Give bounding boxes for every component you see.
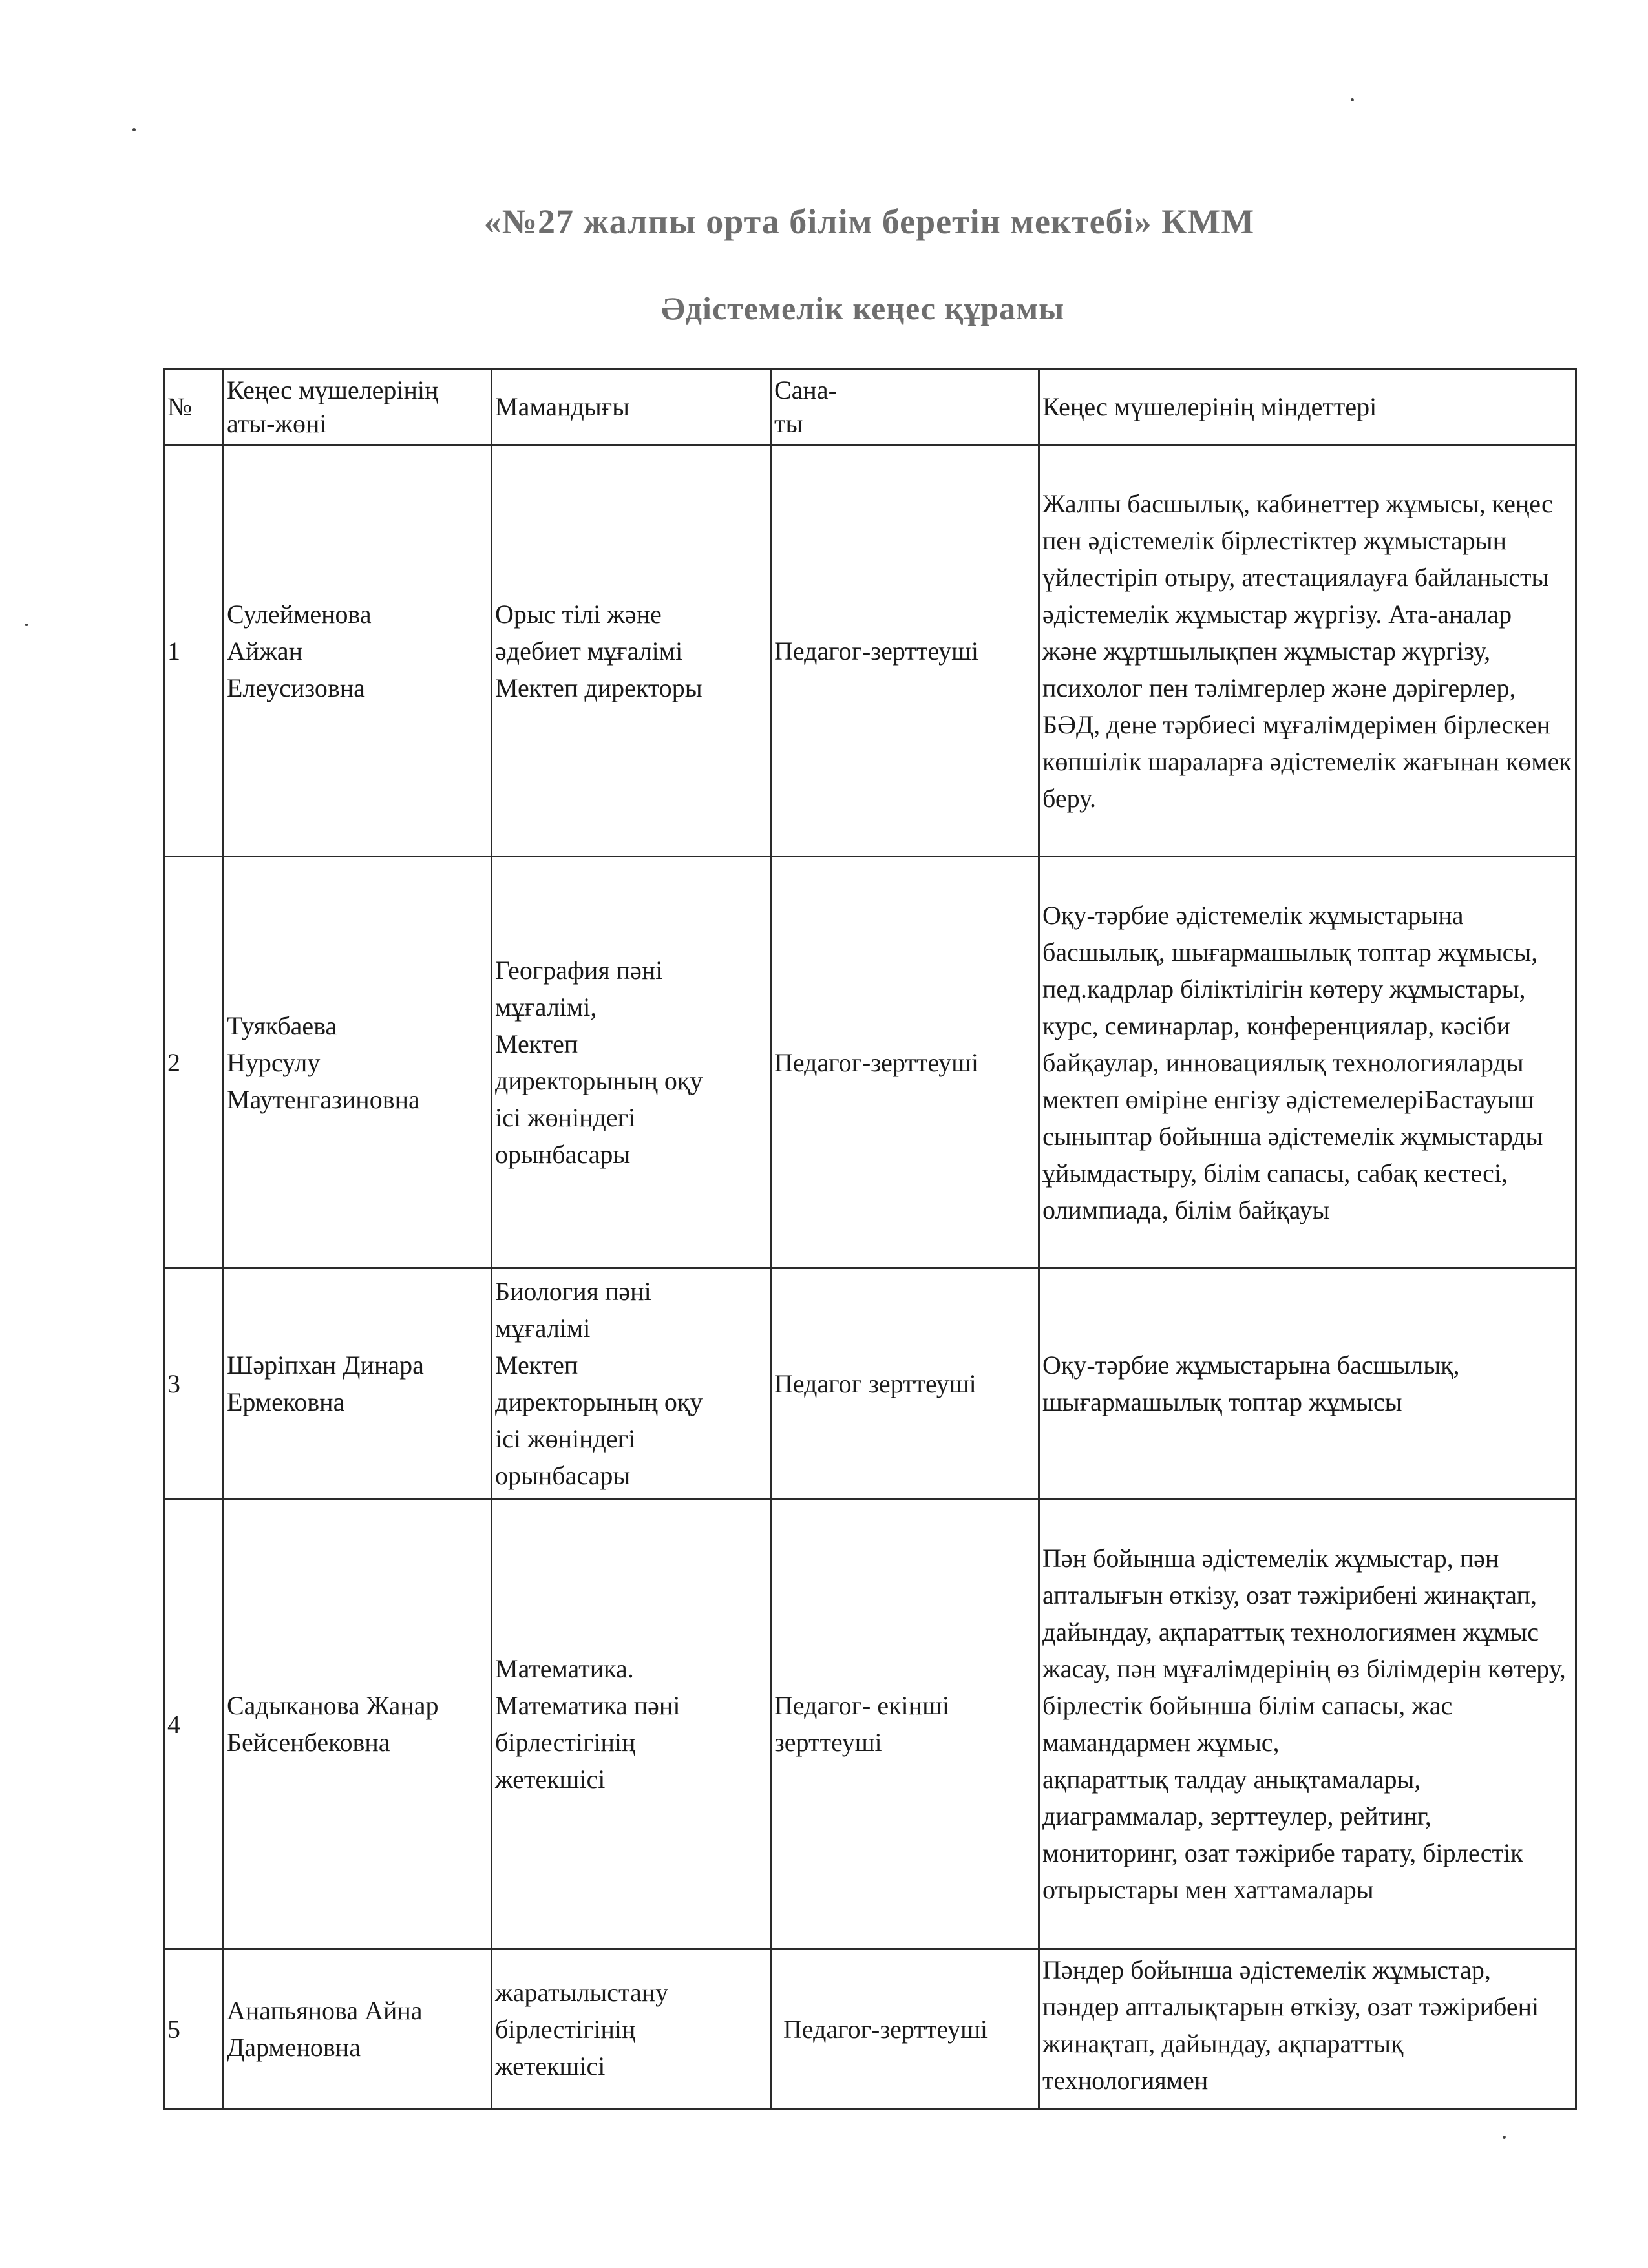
cell-category: Педагог- екінші зерттеуші xyxy=(771,1499,1039,1949)
document-title: «№27 жалпы орта білім беретін мектебі» КММ xyxy=(483,202,1255,241)
cell-specialty: География пәні мұғалімі, Мектеп директорының оқу ісі жөніндегі орынбасары xyxy=(492,857,771,1268)
cell-name: Туякбаева Нурсулу Маутенгазиновна xyxy=(224,857,492,1268)
cell-num: 5 xyxy=(164,1949,224,2109)
table-row xyxy=(164,1268,1576,1499)
cell-specialty: Математика. Математика пәні бірлестігінің жетекшісі xyxy=(492,1499,771,1949)
cell-num: 2 xyxy=(164,857,224,1268)
cell-duties: Пәндер бойынша әдістемелік жұмыстар, пәндер апталықтарын өткізу, озат тәжірибені жинақтап, дайындау, ақпараттық технологиямен xyxy=(1039,1949,1576,2109)
header-specialty: Мамандығы xyxy=(492,370,771,445)
table-row xyxy=(164,445,1576,857)
cell-specialty: Орыс тілі және әдебиет мұғалімі Мектеп директоры xyxy=(492,445,771,857)
cell-name: Садыканова Жанар Бейсенбековна xyxy=(224,1499,492,1949)
cell-duties: Оқу-тәрбие әдістемелік жұмыстарына басшылық, шығармашылық топтар жұмысы, пед.кадрлар біліктілігін көтеру жұмыстары, курс, семинарлар, конференциялар, кәсіби байқаулар, инновациялық технологияларды мектеп өміріне енгізу әдістемелеріБастауыш сыныптар бойынша әдістемелік жұмыстарды ұйымдастыру, білім сапасы, сабақ кестесі, олимпиада, білім байқауы xyxy=(1039,857,1576,1268)
table-row xyxy=(164,1499,1576,1949)
cell-duties: Пән бойынша әдістемелік жұмыстар, пән апталығын өткізу, озат тәжірибені жинақтап, дайындау, ақпараттық технологиямен жұмыс жасау, пән мұғалімдерінің өз білімдерін көтеру, бірлестік бойынша білім сапасы, жас мамандармен жұмыс, ақпараттық талдау анықтамалары, диаграммалар, зерттеулер, рейтинг, мониторинг, озат тәжірибе тарату, бірлестік отырыстары мен хаттамалары xyxy=(1039,1499,1576,1949)
header-name: Кеңес мүшелерінің аты-жөні xyxy=(224,370,492,445)
scan-speck xyxy=(1351,98,1354,101)
cell-category: Педагог-зерттеуші xyxy=(771,857,1039,1268)
cell-category: Педагог-зерттеуші xyxy=(771,445,1039,857)
header-num: № xyxy=(164,370,224,445)
cell-num: 1 xyxy=(164,445,224,857)
cell-name: Сулейменова Айжан Елеусизовна xyxy=(224,445,492,857)
table-header-row xyxy=(164,370,1576,445)
cell-name: Анапьянова Айна Дарменовна xyxy=(224,1949,492,2109)
council-members-table xyxy=(163,368,1577,2110)
scan-speck xyxy=(25,624,28,626)
table-row xyxy=(164,1949,1576,2109)
cell-duties: Жалпы басшылық, кабинеттер жұмысы, кеңес пен әдістемелік бірлестіктер жұмыстарын үйлестіріп отыру, атестациялауға байланысты әдістемелік жұмыстар жүргізу. Ата-аналар және жұртшылықпен жұмыстар жүргізу, психолог пен тәлімгерлер және дәрігерлер, БӘД, дене тәрбиесі мұғалімдерімен бірлескен көпшілік шараларға әдістемелік жағынан көмек беру. xyxy=(1039,445,1576,857)
cell-specialty: Биология пәні мұғалімі Мектеп директорының оқу ісі жөніндегі орынбасары xyxy=(492,1268,771,1499)
scan-speck xyxy=(1503,2136,1506,2139)
document-subtitle: Әдістемелік кеңес құрамы xyxy=(660,290,1065,326)
cell-name: Шәріпхан Динара Ермековна xyxy=(224,1268,492,1499)
table-row xyxy=(164,857,1576,1268)
header-duties: Кеңес мүшелерінің міндеттері xyxy=(1039,370,1576,445)
cell-category: Педагог зерттеуші xyxy=(771,1268,1039,1499)
scan-speck xyxy=(132,128,136,131)
cell-num: 3 xyxy=(164,1268,224,1499)
cell-specialty: жаратылыстану бірлестігінің жетекшісі xyxy=(492,1949,771,2109)
header-category: Сана- ты xyxy=(771,370,1039,445)
cell-duties: Оқу-тәрбие жұмыстарына басшылық, шығармашылық топтар жұмысы xyxy=(1039,1268,1576,1499)
cell-num: 4 xyxy=(164,1499,224,1949)
cell-category: Педагог-зерттеуші xyxy=(771,1949,1039,2109)
